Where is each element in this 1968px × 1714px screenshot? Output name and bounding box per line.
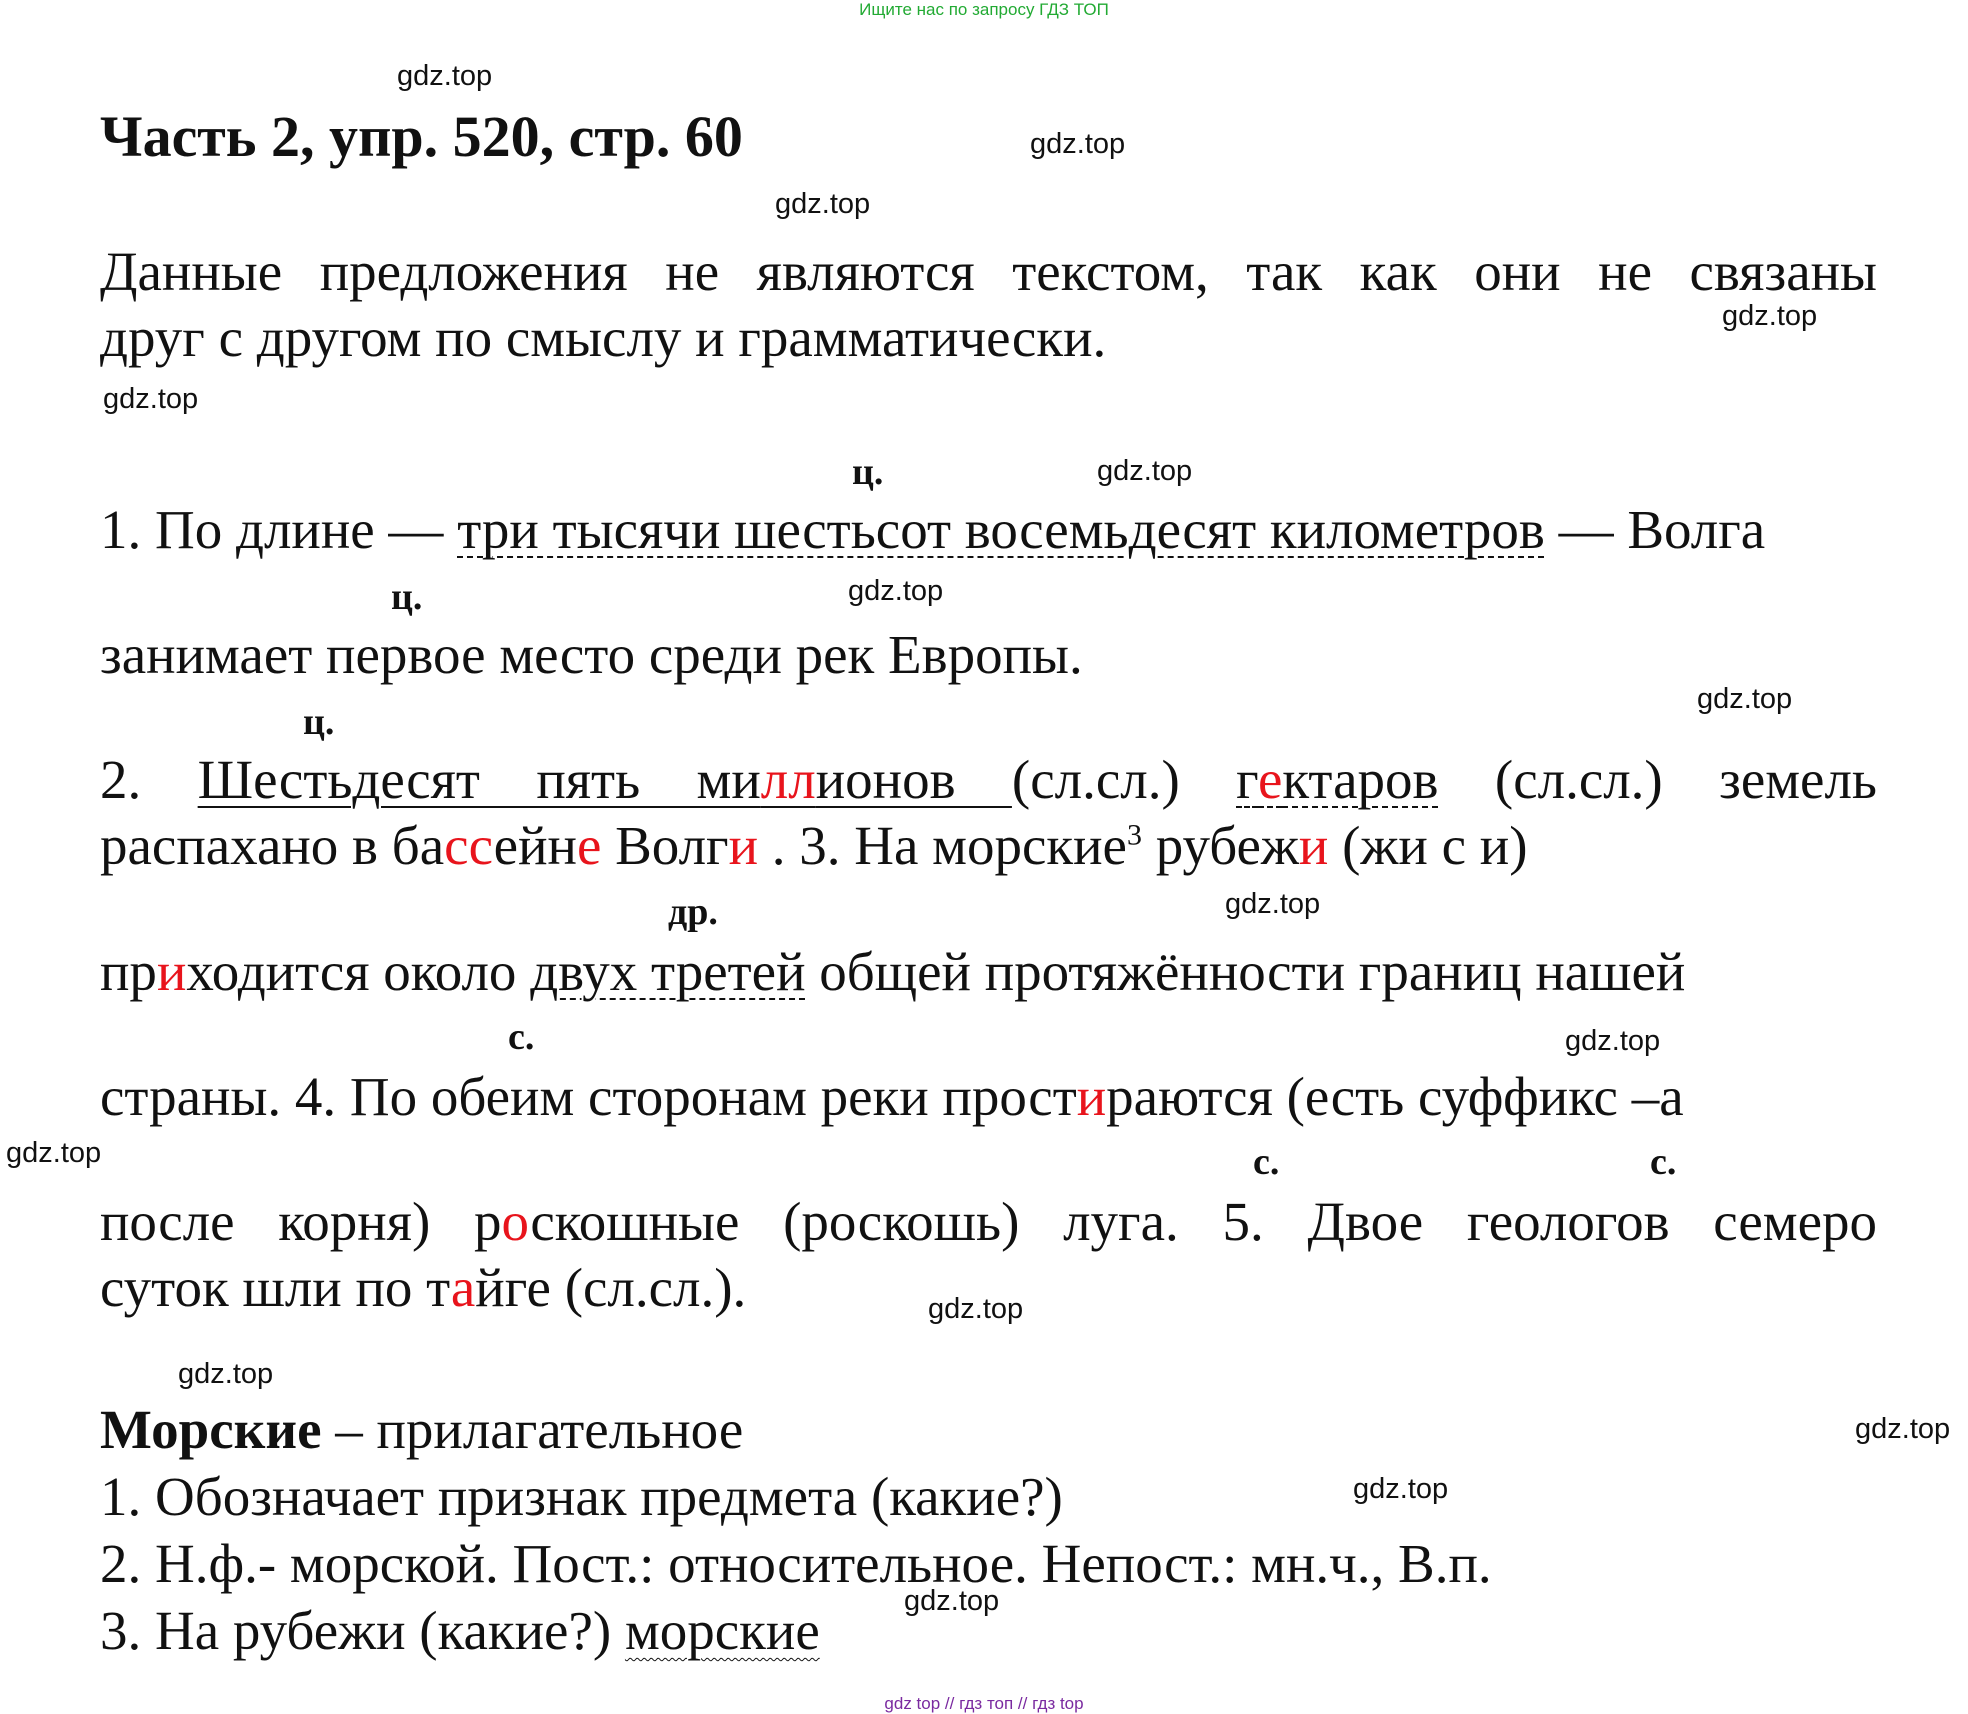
mark-numeral-whole: ц. — [852, 451, 884, 493]
sentence-line-8: суток шли по тайге (сл.сл.). — [100, 1257, 747, 1318]
watermark: gdz.top — [1030, 128, 1126, 160]
watermark: gdz.top — [1855, 1413, 1951, 1445]
watermark: gdz.top — [904, 1585, 1000, 1617]
mark-numeral-collective: с. — [1650, 1141, 1677, 1183]
intro-line-2: друг с другом по смыслу и грамматически. — [100, 307, 1107, 368]
mark-numeral-whole: ц. — [391, 576, 423, 618]
watermark: gdz.top — [6, 1137, 102, 1169]
watermark: gdz.top — [928, 1293, 1024, 1325]
sentence-line-1: 1. По длине — три тысячи шестьсот восемьдесят километров — Волга — [100, 499, 1766, 560]
analysis-heading: Морские – прилагательное — [100, 1399, 744, 1460]
footer: gdz top // гдз топ // гдз top — [884, 1694, 1084, 1713]
analysis-point-2: 2. Н.ф.- морской. Пост.: относительное. Непост.: мн.ч., В.п. — [100, 1533, 1492, 1594]
sentence-line-5: приходится около двух третей общей протяжённости границ нашей — [100, 941, 1686, 1002]
watermark: gdz.top — [103, 383, 199, 415]
watermark: gdz.top — [1722, 300, 1818, 332]
watermark: gdz.top — [848, 575, 944, 607]
analysis-point-1: 1. Обозначает признак предмета (какие?) — [100, 1466, 1063, 1527]
analysis-point-3: 3. На рубежи (какие?) морские — [100, 1600, 820, 1661]
watermark: gdz.top — [1225, 888, 1321, 920]
top-banner: Ищите нас по запросу ГДЗ ТОП — [859, 0, 1109, 19]
watermark: gdz.top — [397, 60, 493, 92]
intro-line-1: Данные предложения не являются текстом, так как они не связаны — [100, 241, 1877, 302]
page-title: Часть 2, упр. 520, стр. 60 — [100, 104, 743, 169]
watermark: gdz.top — [775, 188, 871, 220]
mark-numeral-whole: ц. — [303, 701, 335, 743]
sentence-line-7: после корня) роскошные (роскошь) луга. 5. Двое геологов семеро — [100, 1191, 1877, 1252]
mark-numeral-collective: с. — [508, 1016, 535, 1058]
watermark: gdz.top — [1697, 683, 1793, 715]
underlined-numeral: три тысячи шестьсот восемьдесят километров — [457, 499, 1545, 560]
watermark: gdz.top — [1097, 455, 1193, 487]
mark-numeral-collective: с. — [1253, 1141, 1280, 1183]
mark-numeral-fraction: др. — [668, 891, 718, 933]
sentence-line-2: занимает первое место среди рек Европы. — [100, 624, 1083, 685]
watermark: gdz.top — [178, 1358, 274, 1390]
watermark: gdz.top — [1353, 1473, 1449, 1505]
sentence-line-4: распахано в бассейне Волги . 3. На морские$^3$ рубежи (жи с и) — [100, 815, 1528, 876]
watermark: gdz.top — [1565, 1025, 1661, 1057]
sentence-line-6: страны. 4. По обеим сторонам реки простираются (есть суффикс –а — [100, 1066, 1684, 1127]
sentence-line-3: 2. Шестьдесят пять миллионов (сл.сл.) гектаров (сл.сл.) земель — [100, 749, 1878, 810]
